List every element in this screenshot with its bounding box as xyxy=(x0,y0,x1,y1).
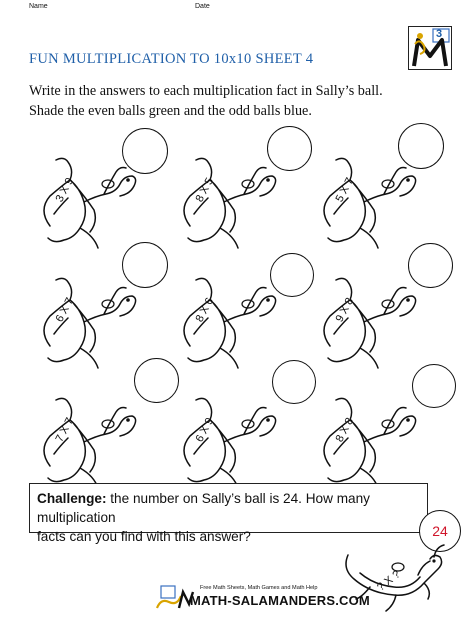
challenge-text-2: facts can you find with this answer? xyxy=(37,529,251,544)
multiplication-fact: 8 X 8 xyxy=(333,415,357,445)
salamander-icon xyxy=(314,380,424,500)
footer-brand: MATH-SALAMANDERS.COM xyxy=(190,593,370,608)
multiplication-fact: 9 X 8 xyxy=(333,295,357,325)
salamander-cell xyxy=(310,358,450,488)
answer-ball[interactable] xyxy=(122,242,168,288)
answer-ball[interactable] xyxy=(122,128,168,174)
multiplication-fact: 6 X 9 xyxy=(193,415,217,445)
answer-ball[interactable] xyxy=(270,253,314,297)
multiplication-fact: 8 X 6 xyxy=(193,295,217,325)
salamander-icon xyxy=(174,380,284,500)
salamander-cell xyxy=(310,118,450,248)
instruction-line-2: Shade the even balls green and the odd balls blue. xyxy=(29,103,312,119)
challenge-label: Challenge: xyxy=(37,491,107,506)
grade-number: 3 xyxy=(436,28,443,40)
footer-tagline: Free Math Sheets, Math Games and Math Help xyxy=(200,585,318,591)
salamander-cell xyxy=(170,118,310,248)
answer-ball[interactable] xyxy=(398,123,444,169)
multiplication-fact: 8 X 5 xyxy=(193,175,217,205)
challenge-box xyxy=(29,483,428,544)
answer-ball[interactable] xyxy=(408,243,453,288)
salamander-cell xyxy=(310,238,450,368)
date-label: Date xyxy=(195,3,210,10)
multiplication-fact: 6 X 7 xyxy=(53,295,77,325)
page-title: FUN MULTIPLICATION TO 10x10 SHEET 4 xyxy=(29,51,314,67)
answer-ball[interactable] xyxy=(267,126,312,171)
salamander-cell xyxy=(170,358,310,488)
answer-ball[interactable] xyxy=(412,364,456,408)
grade-badge-icon xyxy=(408,26,452,70)
multiplication-fact: 3 X 9 xyxy=(53,175,77,205)
salamander-cell xyxy=(30,118,170,248)
name-label: Name xyxy=(29,3,48,10)
grade-badge xyxy=(408,26,452,70)
instruction-line-1: Write in the answers to each multiplication fact in Sally’s ball. xyxy=(29,83,383,99)
multiplication-fact: 5 X 7 xyxy=(333,175,357,205)
salamander-icon xyxy=(34,380,144,500)
salamander-cell xyxy=(30,358,170,488)
salamander-cell xyxy=(30,238,170,368)
challenge-fact-placeholder: ? X ? xyxy=(375,568,403,594)
challenge-ball: 24 xyxy=(419,510,461,552)
salamander-cell xyxy=(170,238,310,368)
salamander-logo-icon xyxy=(155,584,195,610)
multiplication-fact: 7 X 7 xyxy=(53,415,77,445)
challenge-text-1: the number on Sally’s ball is 24. How many multiplication xyxy=(37,491,370,525)
